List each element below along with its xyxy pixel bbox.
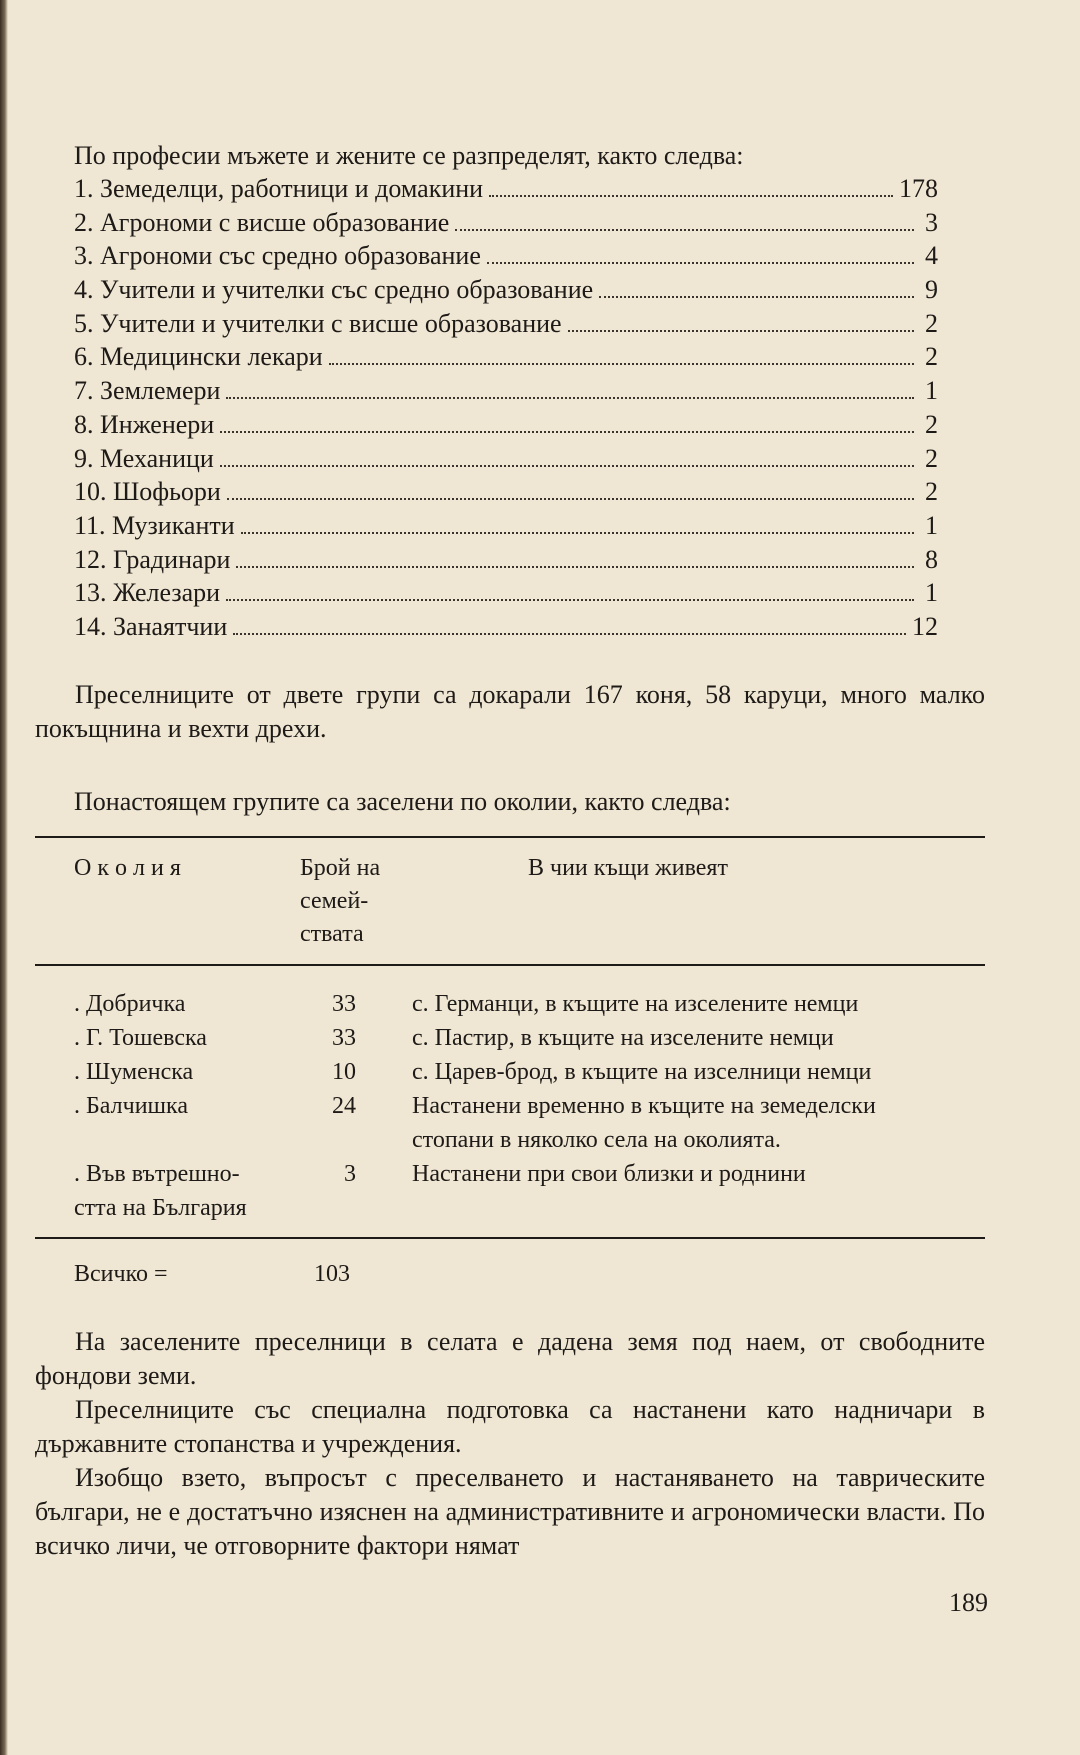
profession-label: 6. Медицински лекари [74, 342, 323, 372]
list-item [74, 307, 938, 341]
profession-count: 178 [899, 174, 938, 203]
leader-dots [599, 296, 914, 298]
table-cell-families: 33 [332, 991, 356, 1017]
land-paragraph: На заселените преселници в селата е дадена земя под наем, от свободните фондови земи. [35, 1327, 985, 1390]
profession-label: 5. Учители и учителки с висше образование [74, 308, 562, 338]
list-item [74, 543, 938, 577]
table-cell-district: . Г. Тошевска [74, 1025, 207, 1051]
table-cell-district-line2: стта на България [74, 1195, 247, 1221]
profession-count: 8 [925, 544, 938, 574]
professions-intro: По професии мъжете и жените се разпределят, както следва: [74, 141, 744, 170]
profession-count: 1 [925, 376, 938, 406]
list-item [74, 610, 938, 644]
list-item [74, 475, 938, 509]
profession-count: 9 [925, 275, 938, 305]
profession-label: 2. Агрономи с висше образование [74, 207, 450, 237]
leader-dots [489, 195, 893, 197]
table-cell-families: 24 [332, 1093, 356, 1119]
table-cell-housing: с. Пастир, в къщите на изселените немци [412, 1025, 834, 1051]
table-cell-housing: Настанени при свои близки и роднини [412, 1161, 806, 1187]
profession-label: 13. Железари [74, 578, 221, 608]
table-cell-district: . Добричка [74, 991, 186, 1017]
profession-label: 8. Инженери [74, 409, 215, 439]
profession-label: 14. Занаятчии [74, 611, 228, 641]
leader-dots [226, 599, 914, 601]
profession-label: 1. Земеделци, работници и домакини [74, 174, 484, 203]
header-families-line2: семей- [300, 888, 369, 914]
leader-dots [568, 330, 914, 332]
list-item [74, 239, 938, 273]
leader-dots [220, 431, 914, 433]
profession-count: 1 [925, 578, 938, 608]
specialists-paragraph: Преселниците със специална подготовка са настанени като надничари в държавните стопанства и учреждения. [35, 1395, 985, 1458]
profession-count: 3 [925, 207, 938, 237]
table-top-rule [35, 836, 985, 838]
profession-count: 2 [925, 443, 938, 473]
leader-dots [487, 262, 914, 264]
leader-dots [233, 633, 906, 635]
table-bottom-rule [35, 1237, 985, 1239]
profession-label: 10. Шофьори [74, 477, 221, 507]
table-cell-housing-line2: стопани в няколко села на околията. [412, 1127, 781, 1153]
leader-dots [220, 465, 914, 467]
table-cell-families: 10 [332, 1059, 356, 1085]
table-cell-housing: с. Германци, в къщите на изселените немци [412, 991, 859, 1017]
profession-count: 2 [925, 342, 938, 372]
settlers-paragraph: Преселниците от двете групи са докарали 167 коня, 58 каруци, много малко покъщнина и вехти дрехи. [35, 680, 985, 743]
header-families-line1: Брой на [300, 855, 381, 881]
profession-count: 2 [925, 477, 938, 507]
list-item [74, 509, 938, 543]
profession-count: 2 [925, 308, 938, 338]
profession-label: 11. Музиканти [74, 510, 235, 540]
profession-count: 2 [925, 409, 938, 439]
leader-dots [455, 229, 914, 231]
profession-label: 9. Механици [74, 443, 214, 473]
header-families-line3: ствата [300, 921, 364, 947]
table-cell-families: 3 [344, 1161, 356, 1187]
profession-label: 3. Агрономи със средно образование [74, 241, 481, 271]
page-number: 189 [949, 1588, 988, 1617]
leader-dots [241, 532, 914, 534]
header-district: О к о л и я [74, 855, 181, 881]
table-cell-district: . Балчишка [74, 1093, 188, 1119]
profession-count: 4 [925, 241, 938, 271]
profession-count: 12 [912, 611, 938, 641]
list-item [74, 374, 938, 408]
total-label: Всичко = [74, 1261, 168, 1287]
table-cell-district: . Във вътрешно- [74, 1161, 240, 1187]
list-item [74, 576, 938, 610]
leader-dots [226, 397, 914, 399]
professions-list [74, 172, 938, 644]
total-value: 103 [314, 1261, 350, 1287]
table-cell-families: 33 [332, 1025, 356, 1051]
groups-intro-paragraph: Понастоящем групите са заселени по околии, както следва: [74, 787, 731, 816]
list-item [74, 340, 938, 374]
leader-dots [227, 498, 914, 500]
table-cell-district: . Шуменска [74, 1059, 194, 1085]
table-header-rule [35, 964, 985, 966]
list-item [74, 442, 938, 476]
profession-label: 4. Учители и учителки със средно образование [74, 275, 594, 305]
list-item [74, 206, 938, 240]
list-item [74, 408, 938, 442]
leader-dots [329, 363, 914, 365]
profession-label: 12. Градинари [74, 544, 231, 574]
list-item [74, 172, 938, 206]
table-cell-housing: с. Царев-брод, в къщите на изселници немци [412, 1059, 872, 1085]
profession-label: 7. Землемери [74, 376, 221, 406]
header-housing: В чии къщи живеят [528, 855, 728, 881]
list-item [74, 273, 938, 307]
table-cell-housing: Настанени временно в къщите на земеделски [412, 1093, 876, 1119]
leader-dots [236, 566, 914, 568]
general-paragraph: Изобщо взето, въпросът с преселването и настаняването на таврическите българи, не е достатъчно изяснен на административните и агрономически власти. По всичко личи, че отговорните фактори нямат [35, 1463, 985, 1560]
profession-count: 1 [925, 510, 938, 540]
